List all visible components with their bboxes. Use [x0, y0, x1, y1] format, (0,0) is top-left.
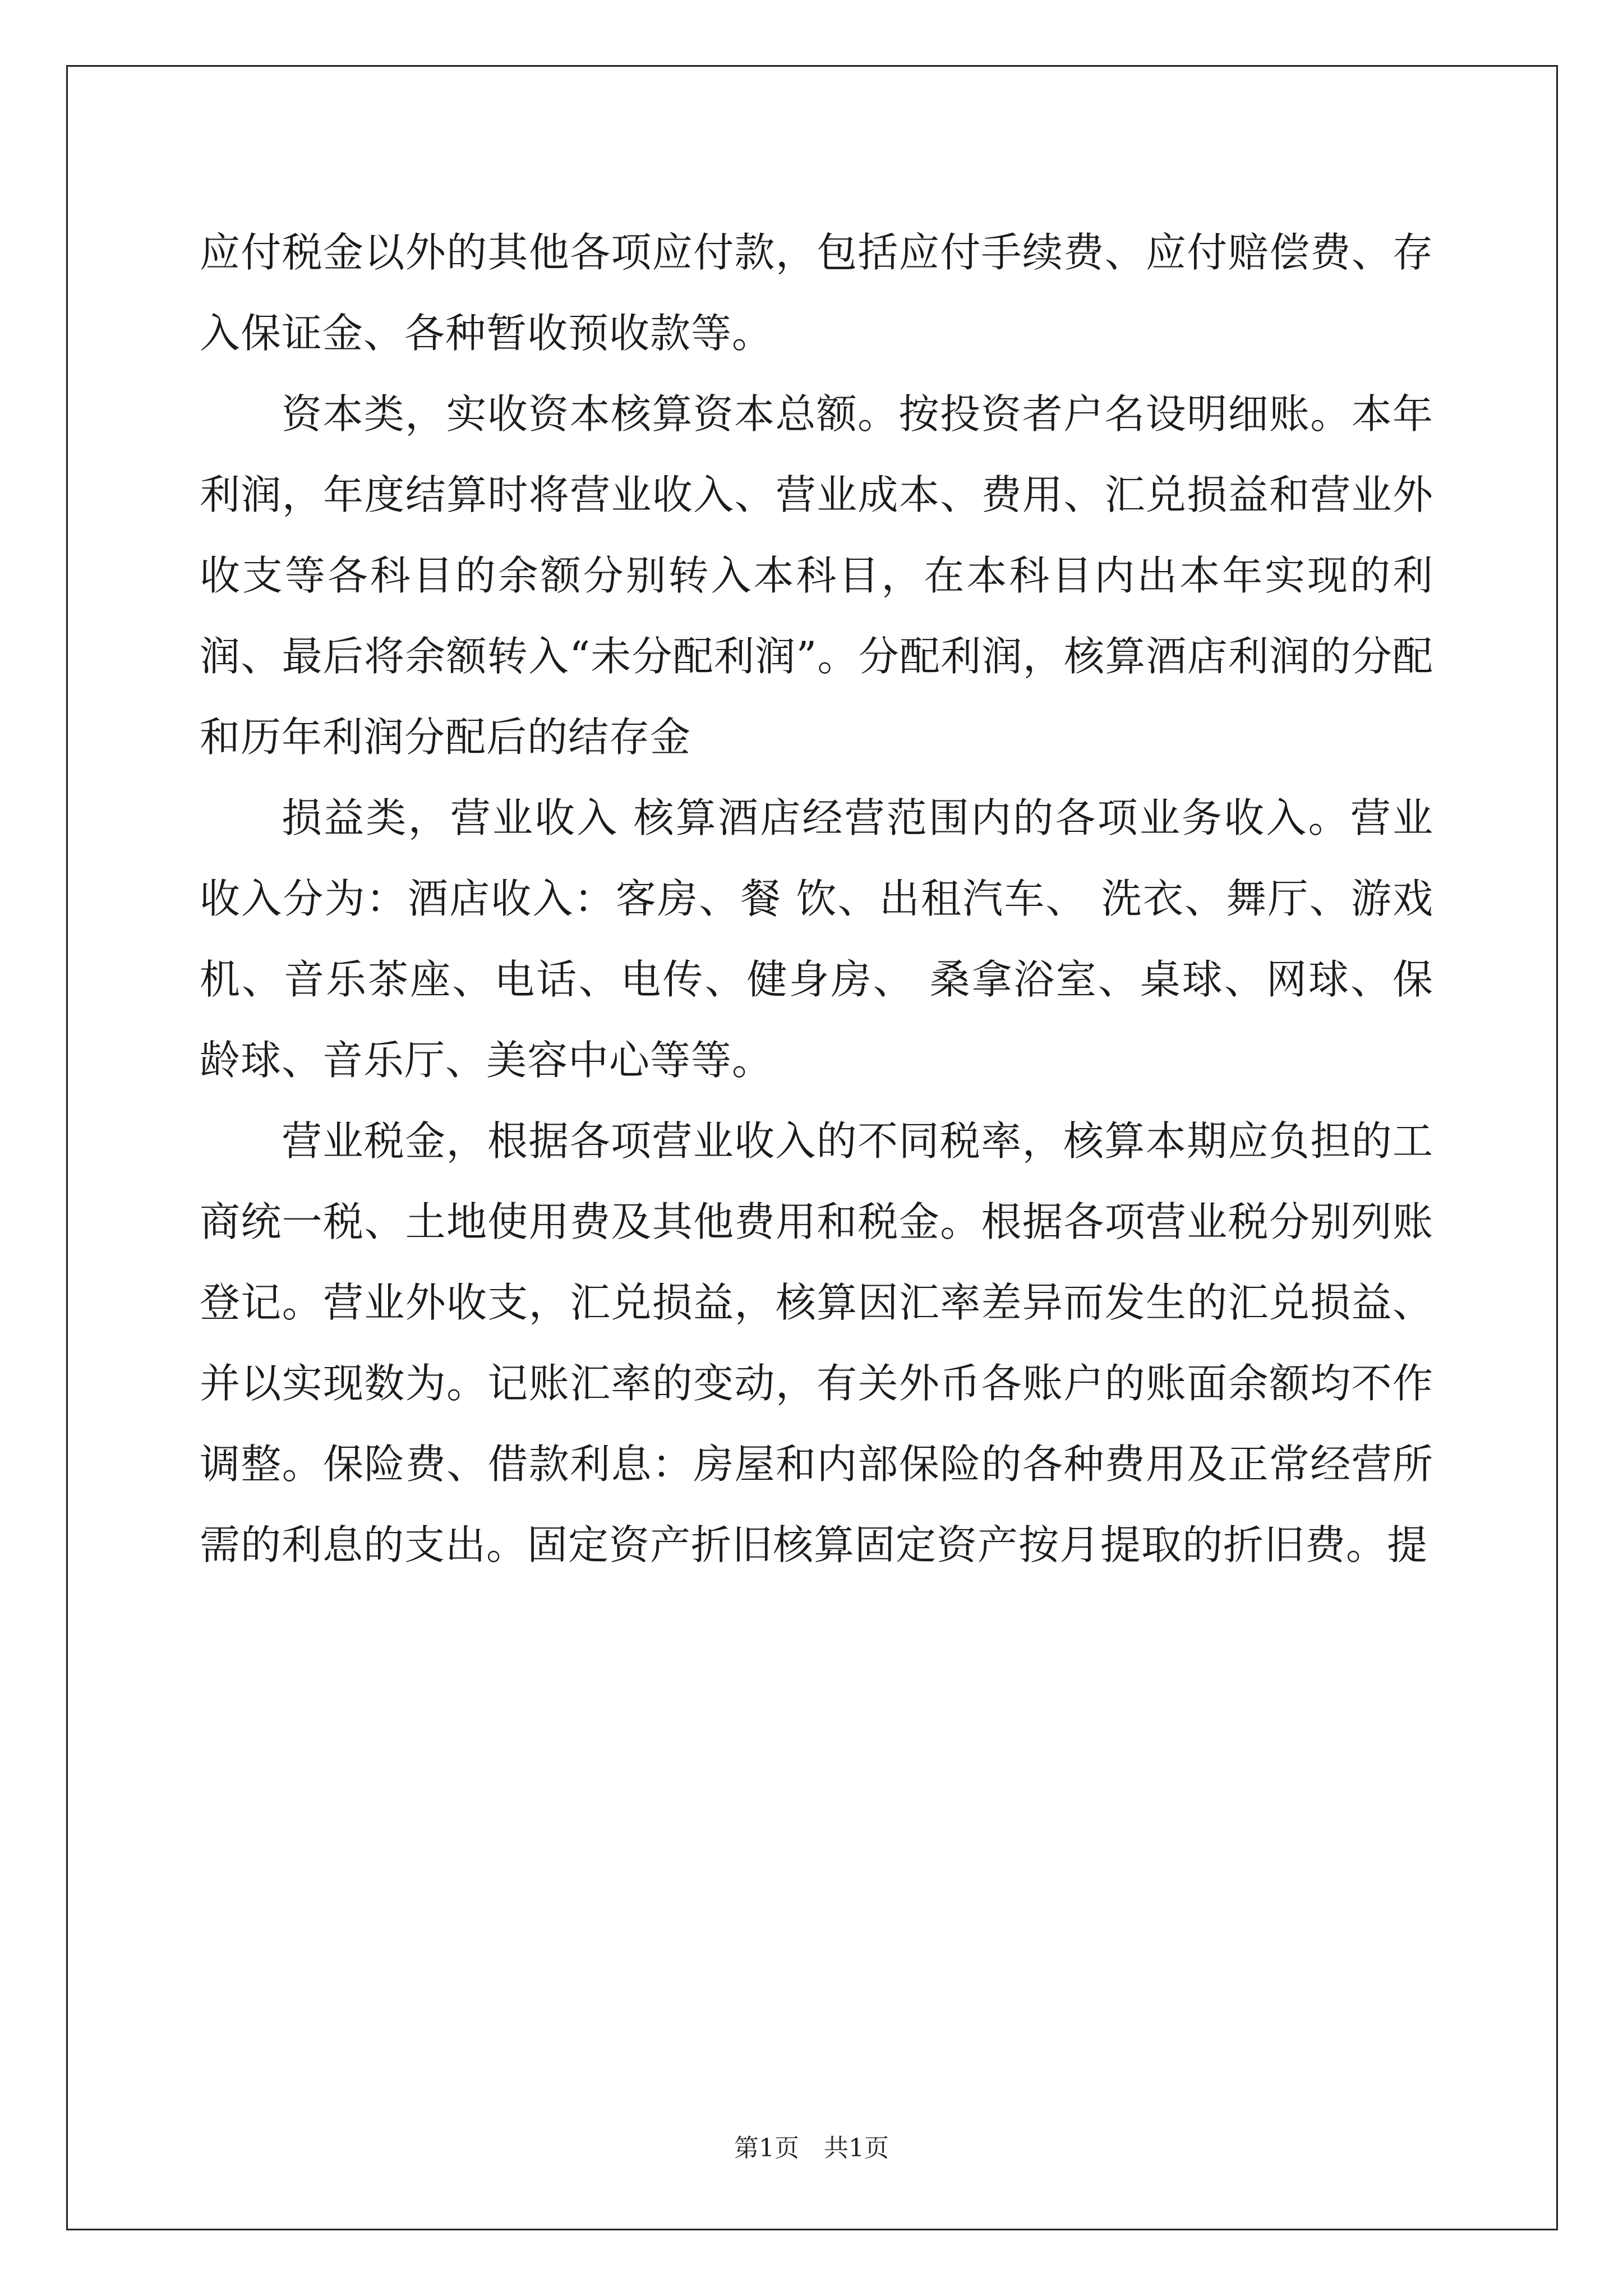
paragraph-profit-loss: 损益类，营业收入 核算酒店经营范围内的各项业务收入。营业收入分为：酒店收入：客房、餐 饮、出租汽车、 洗衣、舞厅、游戏机、音乐茶座、电话、电传、健身房、 桑拿浴室、桌球、网球、保龄球、音乐厅、美容中心等等。	[200, 794, 1433, 1084]
page-footer: 第1页 共1页	[734, 2134, 889, 2162]
paragraph-business-tax: 营业税金，根据各项营业收入的不同税率，核算本期应负担的工商统一税、土地使用费及其他费用和税金。根据各项营业税分别列账登记。营业外收支，汇兑损益，核算因汇率差异而发生的汇兑损益、并以实现数为。记账汇率的变动，有关外币各账户的账面余额均不作调整。保险费、借款利息：房屋和内部保险的各种费用及正常经营所需的利息的支出。固定资产折旧核算固定资产按月提取的折旧费。提	[200, 1117, 1433, 1568]
paragraph-payables: 应付税金以外的其他各项应付款，包括应付手续费、应付赔偿费、存入保证金、各种暂收预收款等。	[200, 229, 1433, 357]
paragraph-capital: 资本类，实收资本核算资本总额。按投资者户名设明细账。本年利润，年度结算时将营业收入、营业成本、费用、汇兑损益和营业外收支等各科目的余额分别转入本科目，在本科目内出本年实现的利润、最后将余额转入“未分配利润”。分配利润，核算酒店利润的分配和历年利润分配后的结存金	[200, 390, 1433, 761]
document-body	[200, 212, 1433, 1585]
